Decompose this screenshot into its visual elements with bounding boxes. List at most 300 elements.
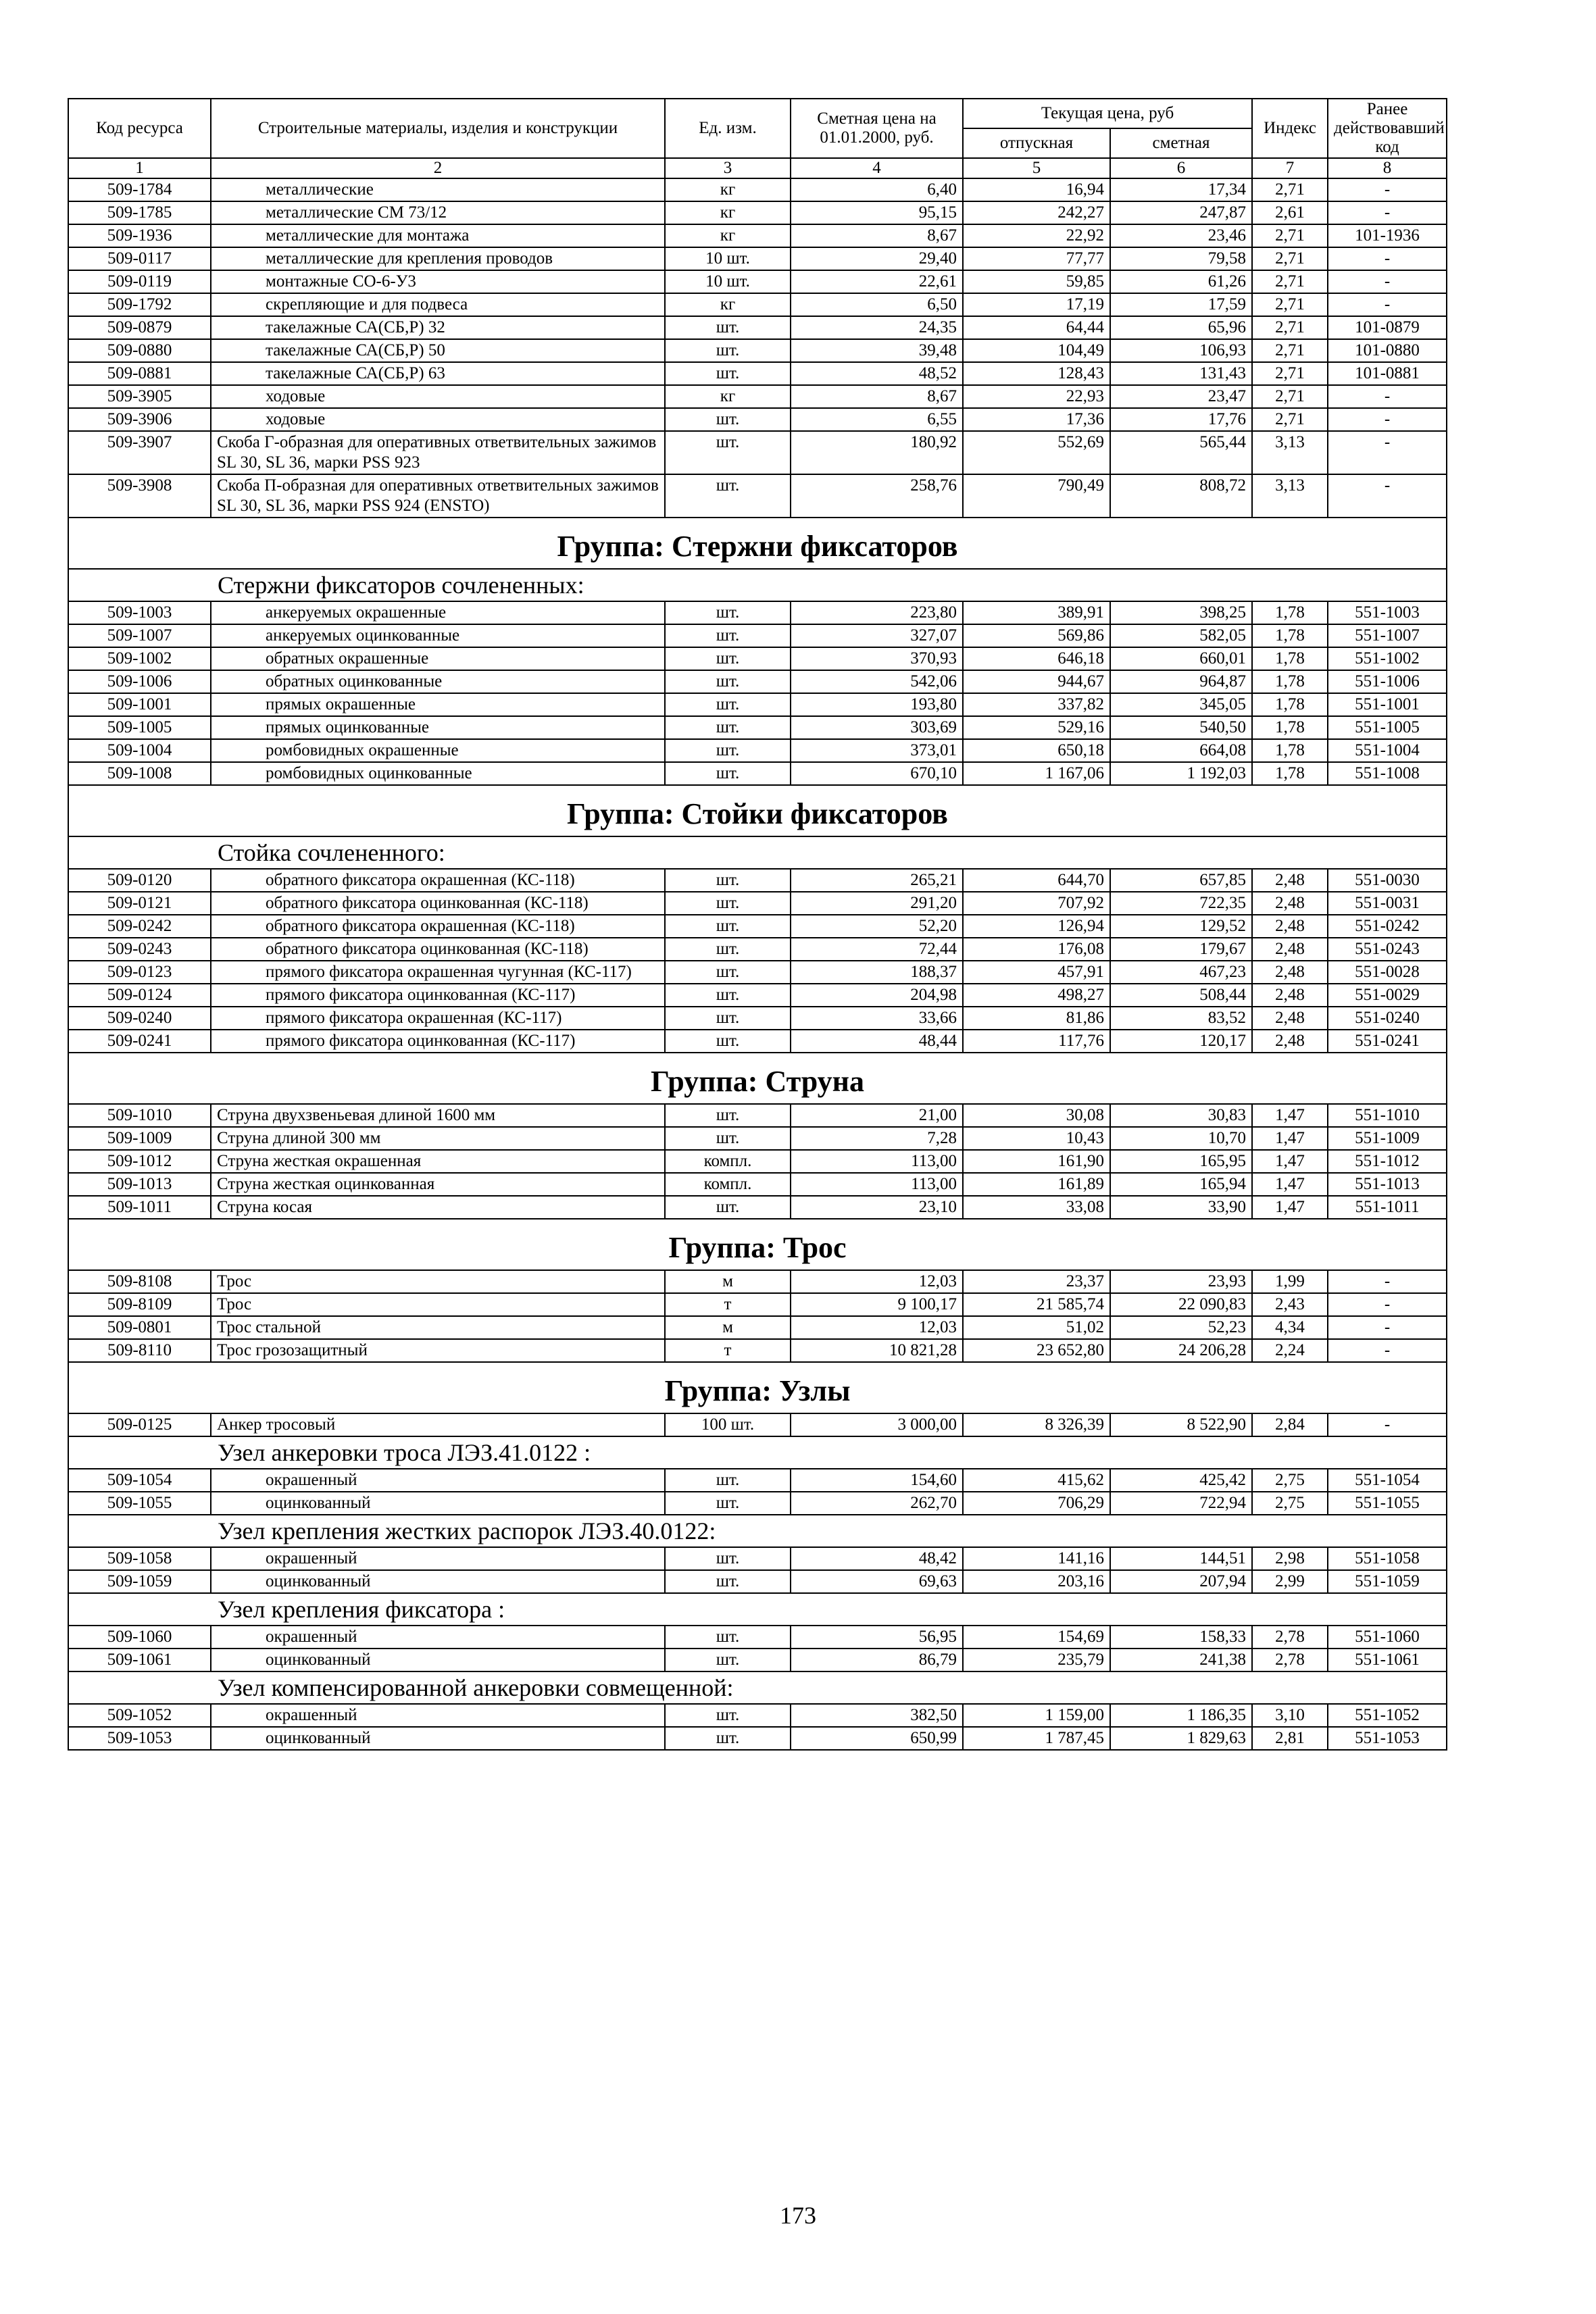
estimate-price-cell: 207,94	[1110, 1570, 1252, 1593]
material-name-cell: обратного фиксатора окрашенная (КС-118)	[211, 915, 665, 938]
estimate-price-cell: 33,90	[1110, 1196, 1252, 1219]
base-price-cell: 21,00	[791, 1104, 963, 1127]
old-code-cell: -	[1328, 385, 1447, 408]
base-price-cell: 95,15	[791, 201, 963, 224]
unit-cell: кг	[665, 201, 791, 224]
table-row	[68, 1150, 1447, 1173]
old-code-cell: 101-0880	[1328, 339, 1447, 362]
col-code-header: Код ресурса	[68, 99, 211, 158]
resource-code-cell: 509-1060	[68, 1626, 211, 1649]
old-code-cell: 551-0240	[1328, 1007, 1447, 1030]
column-number: 7	[1252, 158, 1328, 178]
group-heading-row	[68, 785, 1447, 836]
material-name-cell: Струна жесткая оцинкованная	[211, 1173, 665, 1196]
estimate-price-cell: 23,46	[1110, 224, 1252, 247]
release-price-cell: 81,86	[963, 1007, 1110, 1030]
old-code-cell: 551-1013	[1328, 1173, 1447, 1196]
estimate-price-cell: 664,08	[1110, 739, 1252, 762]
table-row	[68, 1173, 1447, 1196]
material-name-cell: окрашенный	[211, 1626, 665, 1649]
resource-code-cell: 509-3905	[68, 385, 211, 408]
resource-code-cell: 509-8110	[68, 1339, 211, 1362]
subgroup-heading-row	[68, 836, 1447, 869]
material-name-cell: оцинкованный	[211, 1570, 665, 1593]
release-price-cell: 707,92	[963, 892, 1110, 915]
old-code-cell: 551-1006	[1328, 670, 1447, 693]
base-price-cell: 223,80	[791, 601, 963, 624]
material-name-cell: ходовые	[211, 385, 665, 408]
resource-code-cell: 509-1005	[68, 716, 211, 739]
resource-code-cell: 509-1061	[68, 1649, 211, 1671]
subgroup-heading-row	[68, 1671, 1447, 1704]
old-code-cell: 551-1002	[1328, 647, 1447, 670]
unit-cell: шт.	[665, 1704, 791, 1727]
old-code-cell: 551-0243	[1328, 938, 1447, 961]
resource-code-cell: 509-1784	[68, 178, 211, 201]
table-row	[68, 739, 1447, 762]
base-price-cell: 382,50	[791, 1704, 963, 1727]
material-name-cell: оцинкованный	[211, 1727, 665, 1750]
table-row	[68, 201, 1447, 224]
release-price-cell: 128,43	[963, 362, 1110, 385]
estimate-price-cell: 24 206,28	[1110, 1339, 1252, 1362]
material-name-cell: прямых оцинкованные	[211, 716, 665, 739]
index-cell: 3,13	[1252, 431, 1328, 474]
old-code-cell: -	[1328, 201, 1447, 224]
release-price-cell: 790,49	[963, 474, 1110, 518]
unit-cell: шт.	[665, 984, 791, 1007]
table-row	[68, 339, 1447, 362]
material-name-cell: оцинкованный	[211, 1492, 665, 1515]
old-code-cell: -	[1328, 247, 1447, 270]
index-cell: 2,71	[1252, 408, 1328, 431]
estimate-price-cell: 61,26	[1110, 270, 1252, 293]
resource-code-cell: 509-0117	[68, 247, 211, 270]
index-cell: 1,47	[1252, 1150, 1328, 1173]
unit-cell: кг	[665, 293, 791, 316]
resource-code-cell: 509-3907	[68, 431, 211, 474]
resource-code-cell: 509-1004	[68, 739, 211, 762]
material-name-cell: ходовые	[211, 408, 665, 431]
table-row	[68, 869, 1447, 892]
material-name-cell: такелажные СА(СБ,Р) 63	[211, 362, 665, 385]
release-price-cell: 457,91	[963, 961, 1110, 984]
release-price-cell: 389,91	[963, 601, 1110, 624]
release-price-cell: 33,08	[963, 1196, 1110, 1219]
base-price-cell: 69,63	[791, 1570, 963, 1593]
old-code-cell: 551-1055	[1328, 1492, 1447, 1515]
release-price-cell: 17,19	[963, 293, 1110, 316]
resource-code-cell: 509-1059	[68, 1570, 211, 1593]
estimate-price-cell: 144,51	[1110, 1547, 1252, 1570]
resource-code-cell: 509-1007	[68, 624, 211, 647]
index-cell: 1,78	[1252, 601, 1328, 624]
estimate-price-cell: 23,47	[1110, 385, 1252, 408]
resource-code-cell: 509-0242	[68, 915, 211, 938]
table-row	[68, 316, 1447, 339]
release-price-cell: 8 326,39	[963, 1413, 1110, 1436]
table-row	[68, 961, 1447, 984]
estimate-price-cell: 398,25	[1110, 601, 1252, 624]
old-code-cell: 551-1011	[1328, 1196, 1447, 1219]
price-sheet	[68, 98, 1446, 1751]
subgroup-heading-row	[68, 569, 1447, 601]
page-number: 173	[780, 2202, 816, 2229]
old-code-cell: -	[1328, 270, 1447, 293]
material-name-cell: обратных окрашенные	[211, 647, 665, 670]
subgroup-heading-row	[68, 1515, 1447, 1547]
base-price-cell: 258,76	[791, 474, 963, 518]
table-header	[68, 99, 1447, 178]
resource-code-cell: 509-0124	[68, 984, 211, 1007]
release-price-cell: 161,90	[963, 1150, 1110, 1173]
old-code-cell: -	[1328, 1270, 1447, 1293]
unit-cell: шт.	[665, 1649, 791, 1671]
group-title: Группа: Струна	[68, 1053, 1447, 1104]
release-price-cell: 650,18	[963, 739, 1110, 762]
base-price-cell: 6,50	[791, 293, 963, 316]
release-price-cell: 646,18	[963, 647, 1110, 670]
resource-code-cell: 509-1053	[68, 1727, 211, 1750]
base-price-cell: 56,95	[791, 1626, 963, 1649]
subgroup-title: Узел компенсированной анкеровки совмещенной:	[68, 1671, 1447, 1704]
old-code-cell: 551-1060	[1328, 1626, 1447, 1649]
base-price-cell: 262,70	[791, 1492, 963, 1515]
base-price-cell: 370,93	[791, 647, 963, 670]
old-code-cell: 551-1059	[1328, 1570, 1447, 1593]
estimate-price-cell: 17,34	[1110, 178, 1252, 201]
release-price-cell: 117,76	[963, 1030, 1110, 1053]
index-cell: 2,71	[1252, 293, 1328, 316]
unit-cell: шт.	[665, 1547, 791, 1570]
index-cell: 2,98	[1252, 1547, 1328, 1570]
base-price-cell: 291,20	[791, 892, 963, 915]
resource-code-cell: 509-0121	[68, 892, 211, 915]
material-name-cell: скрепляющие и для подвеса	[211, 293, 665, 316]
unit-cell: м	[665, 1270, 791, 1293]
table-row	[68, 270, 1447, 293]
unit-cell: шт.	[665, 1030, 791, 1053]
group-heading-row	[68, 1362, 1447, 1413]
material-name-cell: Скоба Г-образная для оперативных ответвительных зажимов SL 30, SL 36, марки PSS 923	[211, 431, 665, 474]
index-cell: 1,78	[1252, 670, 1328, 693]
old-code-cell: -	[1328, 474, 1447, 518]
release-price-cell: 154,69	[963, 1626, 1110, 1649]
old-code-cell: -	[1328, 1413, 1447, 1436]
estimate-price-cell: 247,87	[1110, 201, 1252, 224]
unit-cell: шт.	[665, 339, 791, 362]
index-cell: 2,48	[1252, 961, 1328, 984]
table-row	[68, 624, 1447, 647]
resource-code-cell: 509-0243	[68, 938, 211, 961]
table-row	[68, 1469, 1447, 1492]
release-price-cell: 644,70	[963, 869, 1110, 892]
material-name-cell: Струна жесткая окрашенная	[211, 1150, 665, 1173]
subgroup-heading-row	[68, 1436, 1447, 1469]
index-cell: 2,71	[1252, 362, 1328, 385]
index-cell: 4,34	[1252, 1316, 1328, 1339]
base-price-cell: 22,61	[791, 270, 963, 293]
resource-code-cell: 509-0125	[68, 1413, 211, 1436]
base-price-cell: 113,00	[791, 1150, 963, 1173]
unit-cell: т	[665, 1339, 791, 1362]
estimate-price-cell: 120,17	[1110, 1030, 1252, 1053]
unit-cell: шт.	[665, 1127, 791, 1150]
base-price-cell: 48,52	[791, 362, 963, 385]
release-price-cell: 1 787,45	[963, 1727, 1110, 1750]
table-row	[68, 984, 1447, 1007]
estimate-price-cell: 83,52	[1110, 1007, 1252, 1030]
base-price-cell: 33,66	[791, 1007, 963, 1030]
resource-code-cell: 509-1001	[68, 693, 211, 716]
group-title: Группа: Стержни фиксаторов	[68, 518, 1447, 569]
table-row	[68, 1570, 1447, 1593]
release-price-cell: 51,02	[963, 1316, 1110, 1339]
unit-cell: шт.	[665, 869, 791, 892]
base-price-cell: 48,42	[791, 1547, 963, 1570]
unit-cell: шт.	[665, 670, 791, 693]
resource-code-cell: 509-0119	[68, 270, 211, 293]
material-name-cell: Скоба П-образная для оперативных ответвительных зажимов SL 30, SL 36, марки PSS 924 (ENSTO)	[211, 474, 665, 518]
index-cell: 1,78	[1252, 716, 1328, 739]
unit-cell: шт.	[665, 601, 791, 624]
resource-code-cell: 509-1008	[68, 762, 211, 785]
release-price-cell: 30,08	[963, 1104, 1110, 1127]
estimate-price-cell: 10,70	[1110, 1127, 1252, 1150]
column-number: 5	[963, 158, 1110, 178]
index-cell: 3,10	[1252, 1704, 1328, 1727]
release-price-cell: 569,86	[963, 624, 1110, 647]
base-price-cell: 6,55	[791, 408, 963, 431]
estimate-price-cell: 23,93	[1110, 1270, 1252, 1293]
index-cell: 2,78	[1252, 1626, 1328, 1649]
table-row	[68, 670, 1447, 693]
material-name-cell: металлические	[211, 178, 665, 201]
table-row	[68, 1339, 1447, 1362]
resource-code-cell: 509-1058	[68, 1547, 211, 1570]
unit-cell: шт.	[665, 915, 791, 938]
unit-cell: кг	[665, 224, 791, 247]
index-cell: 1,47	[1252, 1104, 1328, 1127]
unit-cell: компл.	[665, 1173, 791, 1196]
estimate-price-cell: 179,67	[1110, 938, 1252, 961]
release-price-cell: 529,16	[963, 716, 1110, 739]
index-cell: 1,78	[1252, 739, 1328, 762]
index-cell: 2,75	[1252, 1492, 1328, 1515]
unit-cell: шт.	[665, 892, 791, 915]
index-cell: 2,43	[1252, 1293, 1328, 1316]
base-price-cell: 23,10	[791, 1196, 963, 1219]
subgroup-title: Стержни фиксаторов сочлененных:	[68, 569, 1447, 601]
estimate-price-cell: 8 522,90	[1110, 1413, 1252, 1436]
base-price-cell: 180,92	[791, 431, 963, 474]
material-name-cell: металлические для монтажа	[211, 224, 665, 247]
base-price-cell: 303,69	[791, 716, 963, 739]
release-price-cell: 706,29	[963, 1492, 1110, 1515]
estimate-price-cell: 565,44	[1110, 431, 1252, 474]
old-code-cell: 551-0029	[1328, 984, 1447, 1007]
unit-cell: шт.	[665, 961, 791, 984]
old-code-cell: 551-0028	[1328, 961, 1447, 984]
material-name-cell: монтажные СО-6-У3	[211, 270, 665, 293]
release-price-cell: 415,62	[963, 1469, 1110, 1492]
release-price-cell: 552,69	[963, 431, 1110, 474]
table-row	[68, 224, 1447, 247]
table-row	[68, 293, 1447, 316]
index-cell: 2,71	[1252, 224, 1328, 247]
index-cell: 2,71	[1252, 178, 1328, 201]
estimate-price-cell: 1 192,03	[1110, 762, 1252, 785]
col-estimate-price-header: сметная	[1110, 128, 1252, 158]
old-code-cell: 551-1061	[1328, 1649, 1447, 1671]
table-row	[68, 1007, 1447, 1030]
index-cell: 1,99	[1252, 1270, 1328, 1293]
group-title: Группа: Стойки фиксаторов	[68, 785, 1447, 836]
estimate-price-cell: 1 829,63	[1110, 1727, 1252, 1750]
unit-cell: шт.	[665, 624, 791, 647]
estimate-price-cell: 467,23	[1110, 961, 1252, 984]
old-code-cell: 551-1052	[1328, 1704, 1447, 1727]
table-row	[68, 1030, 1447, 1053]
estimate-price-cell: 22 090,83	[1110, 1293, 1252, 1316]
material-name-cell: Трос стальной	[211, 1316, 665, 1339]
estimate-price-cell: 79,58	[1110, 247, 1252, 270]
table-row	[68, 1626, 1447, 1649]
resource-code-cell: 509-1052	[68, 1704, 211, 1727]
release-price-cell: 944,67	[963, 670, 1110, 693]
estimate-price-cell: 17,76	[1110, 408, 1252, 431]
resource-code-cell: 509-1785	[68, 201, 211, 224]
table-body	[68, 178, 1447, 1750]
estimate-price-cell: 165,95	[1110, 1150, 1252, 1173]
old-code-cell: 551-1005	[1328, 716, 1447, 739]
unit-cell: шт.	[665, 1007, 791, 1030]
unit-cell: шт.	[665, 716, 791, 739]
release-price-cell: 126,94	[963, 915, 1110, 938]
resource-code-cell: 509-0120	[68, 869, 211, 892]
table-row	[68, 1270, 1447, 1293]
index-cell: 2,99	[1252, 1570, 1328, 1593]
resource-code-cell: 509-0123	[68, 961, 211, 984]
release-price-cell: 64,44	[963, 316, 1110, 339]
release-price-cell: 10,43	[963, 1127, 1110, 1150]
subgroup-heading-row	[68, 1593, 1447, 1626]
resource-code-cell: 509-3906	[68, 408, 211, 431]
index-cell: 2,48	[1252, 892, 1328, 915]
unit-cell: шт.	[665, 408, 791, 431]
old-code-cell: -	[1328, 1293, 1447, 1316]
estimate-price-cell: 165,94	[1110, 1173, 1252, 1196]
group-title: Группа: Трос	[68, 1219, 1447, 1270]
material-name-cell: обратного фиксатора оцинкованная (КС-118)	[211, 938, 665, 961]
table-row	[68, 178, 1447, 201]
subgroup-title: Стойка сочлененного:	[68, 836, 1447, 869]
table-row	[68, 1293, 1447, 1316]
old-code-cell: 551-1058	[1328, 1547, 1447, 1570]
resource-code-cell: 509-1013	[68, 1173, 211, 1196]
estimate-price-cell: 425,42	[1110, 1469, 1252, 1492]
index-cell: 1,47	[1252, 1196, 1328, 1219]
unit-cell: шт.	[665, 1196, 791, 1219]
estimate-price-cell: 158,33	[1110, 1626, 1252, 1649]
estimate-price-cell: 660,01	[1110, 647, 1252, 670]
material-name-cell: Анкер тросовый	[211, 1413, 665, 1436]
col-unit-header: Ед. изм.	[665, 99, 791, 158]
base-price-cell: 373,01	[791, 739, 963, 762]
material-name-cell: Трос	[211, 1293, 665, 1316]
col-old-code-header: Ранее действовавший код	[1328, 99, 1447, 158]
base-price-cell: 8,67	[791, 224, 963, 247]
estimate-price-cell: 722,94	[1110, 1492, 1252, 1515]
resource-code-cell: 509-0801	[68, 1316, 211, 1339]
release-price-cell: 203,16	[963, 1570, 1110, 1593]
unit-cell: шт.	[665, 1492, 791, 1515]
old-code-cell: 551-0241	[1328, 1030, 1447, 1053]
table-row	[68, 1547, 1447, 1570]
old-code-cell: -	[1328, 1316, 1447, 1339]
estimate-price-cell: 30,83	[1110, 1104, 1252, 1127]
estimate-price-cell: 808,72	[1110, 474, 1252, 518]
table-row	[68, 938, 1447, 961]
resource-code-cell: 509-0879	[68, 316, 211, 339]
estimate-price-cell: 657,85	[1110, 869, 1252, 892]
base-price-cell: 7,28	[791, 1127, 963, 1150]
unit-cell: шт.	[665, 1727, 791, 1750]
col-base-price-header: Сметная цена на 01.01.2000, руб.	[791, 99, 963, 158]
base-price-cell: 29,40	[791, 247, 963, 270]
unit-cell: шт.	[665, 938, 791, 961]
release-price-cell: 141,16	[963, 1547, 1110, 1570]
table-row	[68, 1413, 1447, 1436]
base-price-cell: 3 000,00	[791, 1413, 963, 1436]
resource-code-cell: 509-0880	[68, 339, 211, 362]
base-price-cell: 72,44	[791, 938, 963, 961]
old-code-cell: 101-0881	[1328, 362, 1447, 385]
old-code-cell: -	[1328, 178, 1447, 201]
group-heading-row	[68, 1219, 1447, 1270]
index-cell: 2,24	[1252, 1339, 1328, 1362]
table-row	[68, 915, 1447, 938]
old-code-cell: 551-1003	[1328, 601, 1447, 624]
material-name-cell: прямого фиксатора окрашенная чугунная (КС-117)	[211, 961, 665, 984]
column-number: 4	[791, 158, 963, 178]
subgroup-title: Узел анкеровки троса ЛЭЗ.41.0122 :	[68, 1436, 1447, 1469]
material-name-cell: обратного фиксатора оцинкованная (КС-118)	[211, 892, 665, 915]
old-code-cell: -	[1328, 431, 1447, 474]
base-price-cell: 52,20	[791, 915, 963, 938]
unit-cell: м	[665, 1316, 791, 1339]
old-code-cell: 551-1001	[1328, 693, 1447, 716]
old-code-cell: 551-1053	[1328, 1727, 1447, 1750]
index-cell: 2,48	[1252, 915, 1328, 938]
old-code-cell: 551-1007	[1328, 624, 1447, 647]
old-code-cell: -	[1328, 408, 1447, 431]
material-name-cell: окрашенный	[211, 1547, 665, 1570]
material-name-cell: Трос	[211, 1270, 665, 1293]
release-price-cell: 235,79	[963, 1649, 1110, 1671]
resource-code-cell: 509-1055	[68, 1492, 211, 1515]
release-price-cell: 16,94	[963, 178, 1110, 201]
material-name-cell: ромбовидных окрашенные	[211, 739, 665, 762]
release-price-cell: 59,85	[963, 270, 1110, 293]
base-price-cell: 113,00	[791, 1173, 963, 1196]
old-code-cell: 551-0030	[1328, 869, 1447, 892]
estimate-price-cell: 241,38	[1110, 1649, 1252, 1671]
base-price-cell: 86,79	[791, 1649, 963, 1671]
group-heading-row	[68, 1053, 1447, 1104]
resource-code-cell: 509-1792	[68, 293, 211, 316]
material-name-cell: оцинкованный	[211, 1649, 665, 1671]
